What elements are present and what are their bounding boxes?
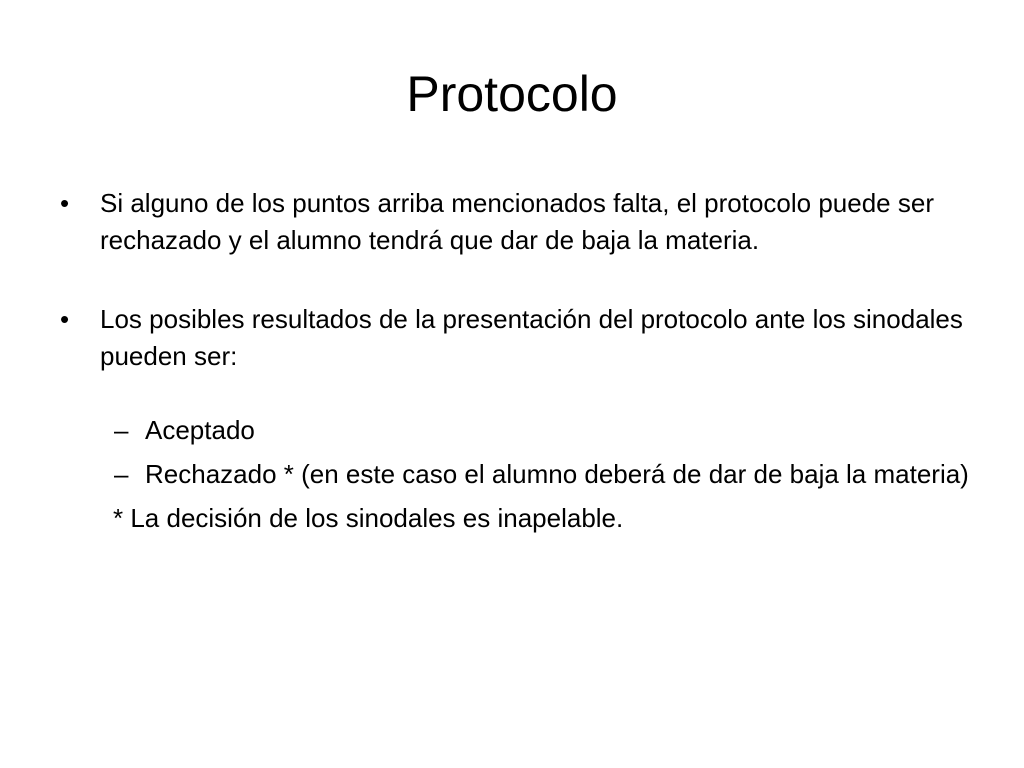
result-option-accepted <box>114 412 976 449</box>
dash-marker: – <box>114 459 129 489</box>
result-options-list <box>114 412 976 493</box>
bullet-text: Los posibles resultados de la presentación del protocolo ante los sinodales pueden ser: <box>100 304 963 371</box>
bullet-item <box>56 185 976 259</box>
bullet-text: Si alguno de los puntos arriba mencionados falta, el protocolo puede ser rechazado y el alumno tendrá que dar de baja la materia. <box>100 188 934 255</box>
bullet-marker: • <box>60 304 70 334</box>
bullet-marker: • <box>60 188 70 218</box>
dash-marker: – <box>114 415 129 445</box>
footnote-text: * La decisión de los sinodales es inapelable. <box>113 503 624 533</box>
slide-content <box>56 185 976 563</box>
result-option-text: Aceptado <box>145 415 255 445</box>
bullet-item <box>56 301 976 375</box>
result-option-text: Rechazado * (en este caso el alumno deberá de dar de baja la materia) <box>145 459 969 489</box>
slide-title: Protocolo <box>406 66 618 122</box>
result-option-rejected <box>114 456 976 493</box>
